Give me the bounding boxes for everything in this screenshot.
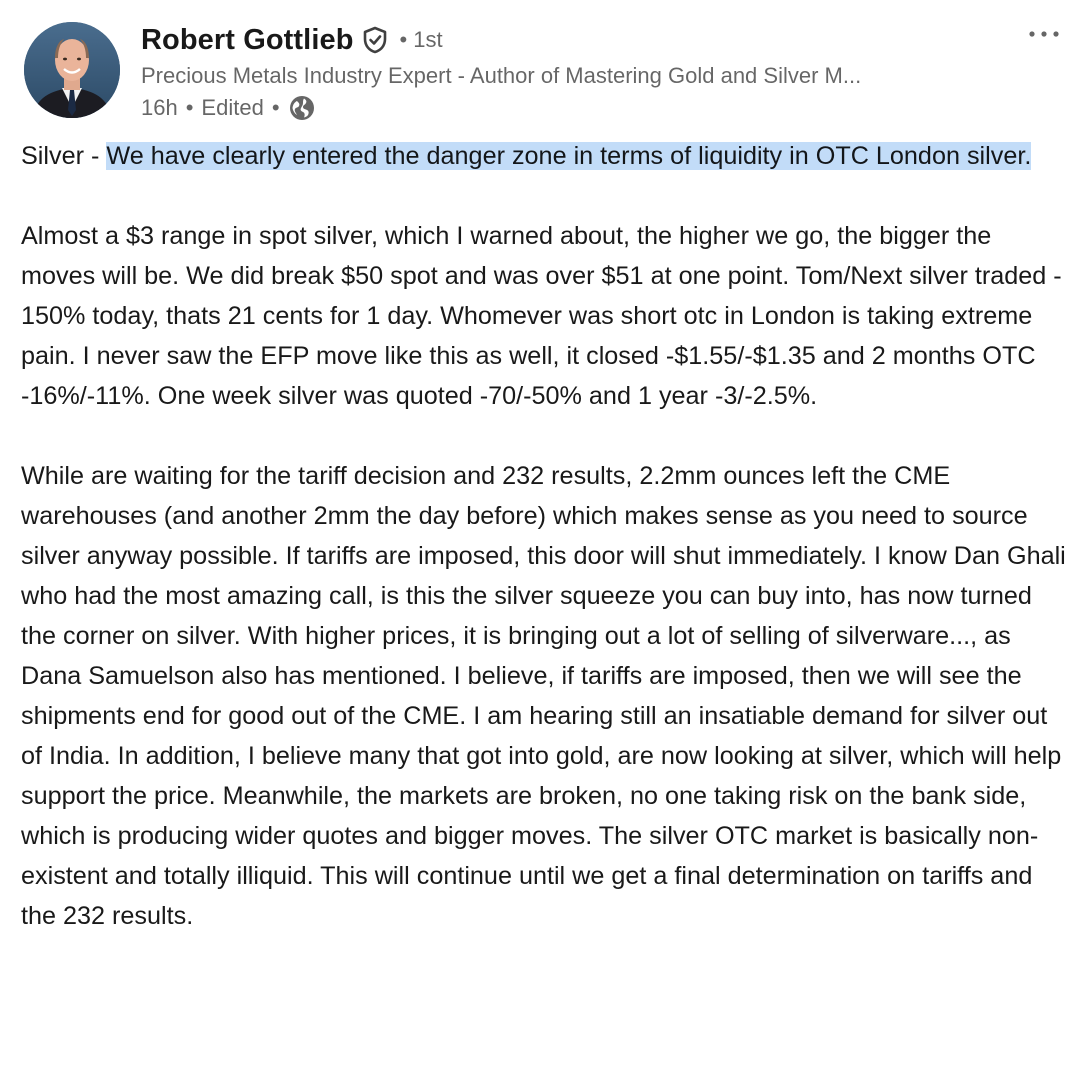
post-paragraph-3: While are waiting for the tariff decision and 232 results, 2.2mm ounces left the CME warehouses (and another 2mm the day before) which makes sense as you need to source silver anyway possible. If tariffs are imposed, this door will shut immediately. I know Dan Ghali who had the most amazing call, is this the silver squeeze you can buy into, has now turned the corner on silver. With higher prices, it is bringing out a lot of selling of silverware..., as Dana Samuelson also has mentioned. I believe, if tariffs are imposed, then we will see the shipments end for good out of the CME. I am hearing still an insatiable demand for silver out of India. In addition, I believe many that got into gold, are now looking at silver, which will help support the price. Meanwhile, the markets are broken, no one taking risk on the bank side, which is producing wider quotes and bigger moves. The silver OTC market is basically non-existent and totally illiquid. This will continue until we get a final determination on tariffs and the 232 results. [21,462,1066,930]
author-name[interactable]: Robert Gottlieb [141,23,354,56]
separator-dot: • [399,27,408,52]
shield-check-icon [362,26,388,54]
post-meta [141,92,1021,124]
author-avatar[interactable] [24,22,120,118]
edited-label: Edited [201,95,264,120]
connection-degree: 1st [413,27,443,52]
profile-photo [24,22,120,118]
post-paragraph-intro [21,136,1071,176]
author-headline: Precious Metals Industry Expert - Author of Mastering Gold and Silver M... [141,63,862,88]
post-time: 16h [141,95,178,120]
highlighted-text: We have clearly entered the danger zone in terms of liquidity in OTC London silver. [106,142,1032,170]
author-name-row [141,20,1021,60]
post-paragraph-2: Almost a $3 range in spot silver, which I warned about, the higher we go, the bigger the moves will be. We did break $50 spot and was over $51 at one point. Tom/Next silver traded - 150% today, thats 21 cents for 1 day. Whomever was short otc in London is taking extreme pain. I never saw the EFP move like this as well, it closed -$1.55/-$1.35 and 2 months OTC -16%/-11%. One week silver was quoted -70/-50% and 1 year -3/-2.5%. [21,222,1062,410]
more-options-icon[interactable] [1024,22,1064,46]
post-header [141,20,1021,124]
separator-dot: • [185,95,194,120]
post-body [21,136,1071,936]
separator-dot: • [271,95,280,120]
globe-icon [288,94,316,122]
intro-prefix: Silver - [21,142,107,170]
